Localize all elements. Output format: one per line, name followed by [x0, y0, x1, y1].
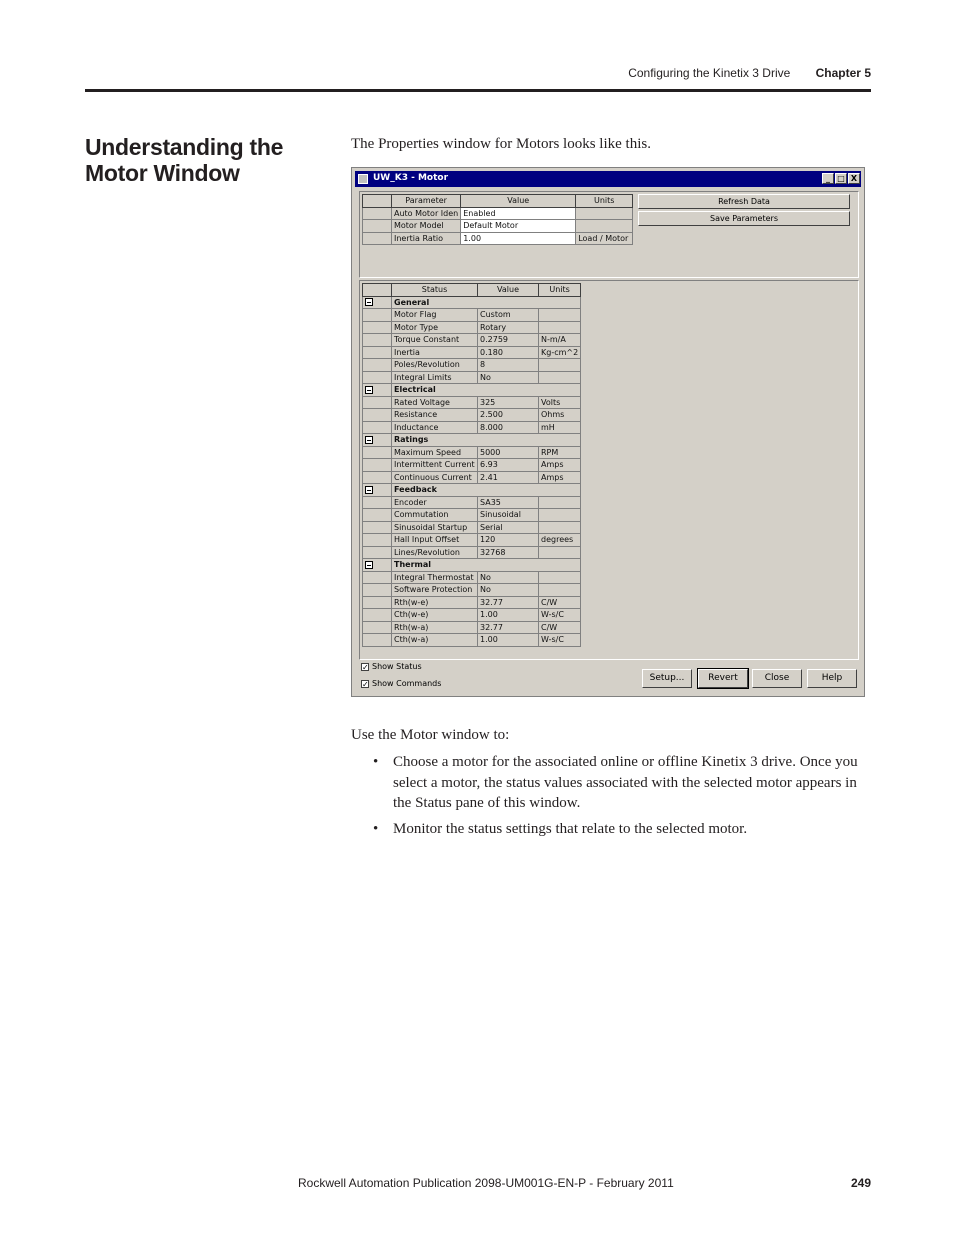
row-header-cell	[363, 220, 392, 233]
status-units: Ohms	[539, 409, 581, 422]
row-header-cell	[363, 459, 392, 472]
row-header-cell	[363, 421, 392, 434]
group-toggle[interactable]	[363, 296, 392, 309]
table-row[interactable]	[363, 634, 581, 647]
group-name: Electrical	[392, 384, 581, 397]
row-header-cell	[363, 232, 392, 245]
window-title: UW_K3 - Motor	[373, 173, 449, 183]
status-units	[539, 546, 581, 559]
footer-publication: Rockwell Automation Publication 2098-UM001G-EN-P - February 2011	[298, 1176, 674, 1190]
table-row[interactable]	[363, 220, 633, 233]
status-units: C/W	[539, 621, 581, 634]
status-name: Integral Limits	[392, 371, 478, 384]
group-toggle[interactable]	[363, 484, 392, 497]
collapse-icon[interactable]	[365, 486, 373, 494]
table-row[interactable]	[363, 207, 633, 220]
status-value: No	[478, 571, 539, 584]
status-units: W-s/C	[539, 609, 581, 622]
table-row[interactable]	[363, 509, 581, 522]
status-name: Encoder	[392, 496, 478, 509]
group-name: Thermal	[392, 559, 581, 572]
status-value: SA35	[478, 496, 539, 509]
table-row[interactable]	[363, 396, 581, 409]
save-parameters-button[interactable]: Save Parameters	[638, 211, 850, 226]
status-units: Volts	[539, 396, 581, 409]
status-name: Intermittent Current	[392, 459, 478, 472]
status-value: 6.93	[478, 459, 539, 472]
close-button[interactable]: Close	[752, 669, 802, 688]
checkmark-icon: ✓	[362, 662, 369, 672]
status-name: Commutation	[392, 509, 478, 522]
row-header-cell	[363, 509, 392, 522]
status-units: Amps	[539, 459, 581, 472]
status-value: 0.180	[478, 346, 539, 359]
status-value: Custom	[478, 309, 539, 322]
status-name: Software Protection	[392, 584, 478, 597]
status-units	[539, 571, 581, 584]
status-units	[539, 521, 581, 534]
row-header-cell	[363, 621, 392, 634]
status-value: 8	[478, 359, 539, 372]
param-value[interactable]: Default Motor	[461, 220, 576, 233]
table-row[interactable]	[363, 621, 581, 634]
list-item: • Monitor the status settings that relate to the selected motor.	[373, 819, 869, 840]
status-value: Sinusoidal	[478, 509, 539, 522]
status-name: Lines/Revolution	[392, 546, 478, 559]
status-group-row[interactable]	[363, 296, 581, 309]
group-name: Ratings	[392, 434, 581, 447]
status-units	[539, 309, 581, 322]
collapse-icon[interactable]	[365, 298, 373, 306]
table-row[interactable]	[363, 571, 581, 584]
param-value[interactable]: 1.00	[461, 232, 576, 245]
status-header-units: Units	[539, 284, 581, 297]
table-row[interactable]	[363, 421, 581, 434]
parameter-pane	[359, 191, 859, 278]
status-value: 120	[478, 534, 539, 547]
status-units: RPM	[539, 446, 581, 459]
table-row[interactable]	[363, 596, 581, 609]
param-name: Inertia Ratio	[392, 232, 461, 245]
group-toggle[interactable]	[363, 559, 392, 572]
help-button[interactable]: Help	[807, 669, 857, 688]
param-name: Auto Motor Iden	[392, 207, 461, 220]
row-header-cell	[363, 546, 392, 559]
status-header-value: Value	[478, 284, 539, 297]
status-name: Torque Constant	[392, 334, 478, 347]
table-row[interactable]	[363, 521, 581, 534]
status-units: C/W	[539, 596, 581, 609]
table-row[interactable]	[363, 359, 581, 372]
param-units: Load / Motor	[576, 232, 633, 245]
status-units: W-s/C	[539, 634, 581, 647]
status-name: Motor Flag	[392, 309, 478, 322]
table-row[interactable]	[363, 321, 581, 334]
row-header-cell	[363, 446, 392, 459]
param-units	[576, 220, 633, 233]
usage-list	[373, 752, 869, 844]
table-row[interactable]	[363, 309, 581, 322]
list-item: • Choose a motor for the associated online or offline Kinetix 3 drive. Once you select a motor, the status values associated with the selected motor appears in the Status pane of this window.	[373, 752, 869, 814]
status-units	[539, 371, 581, 384]
row-header-cell	[363, 521, 392, 534]
status-name: Maximum Speed	[392, 446, 478, 459]
page-number: 249	[850, 1176, 871, 1190]
status-value: 1.00	[478, 634, 539, 647]
row-header-cell	[363, 334, 392, 347]
status-name: Cth(w-a)	[392, 634, 478, 647]
status-units: mH	[539, 421, 581, 434]
status-name: Cth(w-e)	[392, 609, 478, 622]
status-name: Hall Input Offset	[392, 534, 478, 547]
collapse-icon[interactable]	[365, 561, 373, 569]
group-toggle[interactable]	[363, 434, 392, 447]
status-value: No	[478, 371, 539, 384]
status-name: Inertia	[392, 346, 478, 359]
table-row[interactable]	[363, 346, 581, 359]
status-value: 32.77	[478, 621, 539, 634]
status-group-row[interactable]	[363, 384, 581, 397]
status-name: Rated Voltage	[392, 396, 478, 409]
status-units: degrees	[539, 534, 581, 547]
window-titlebar[interactable]	[355, 171, 861, 187]
checkmark-icon: ✓	[362, 679, 369, 689]
status-value: 2.500	[478, 409, 539, 422]
status-value: 5000	[478, 446, 539, 459]
param-header-value: Value	[461, 195, 576, 208]
status-units	[539, 321, 581, 334]
row-header-cell	[363, 359, 392, 372]
status-pane	[359, 280, 859, 660]
table-row[interactable]	[363, 496, 581, 509]
row-header-cell	[363, 309, 392, 322]
row-header-cell	[363, 471, 392, 484]
close-window-button[interactable]: X	[848, 173, 860, 184]
collapse-icon[interactable]	[365, 436, 373, 444]
row-header-cell	[363, 496, 392, 509]
row-header-cell	[363, 346, 392, 359]
show-status-label: Show Status	[372, 662, 422, 671]
row-header-cell	[363, 534, 392, 547]
row-header-cell	[363, 609, 392, 622]
param-header-units: Units	[576, 195, 633, 208]
show-commands-checkbox[interactable]	[361, 679, 441, 688]
header-chapter: Chapter 5	[815, 66, 871, 80]
row-header-cell	[363, 371, 392, 384]
status-group-row[interactable]	[363, 559, 581, 572]
row-header-cell	[363, 584, 392, 597]
table-row[interactable]	[363, 459, 581, 472]
status-units	[539, 509, 581, 522]
row-header-cell	[363, 396, 392, 409]
group-name: Feedback	[392, 484, 581, 497]
status-name: Rth(w-a)	[392, 621, 478, 634]
table-row[interactable]	[363, 471, 581, 484]
status-value: 32768	[478, 546, 539, 559]
param-row-header-corner	[363, 195, 392, 208]
header-section-title: Configuring the Kinetix 3 Drive	[628, 66, 791, 80]
row-header-cell	[363, 409, 392, 422]
table-row[interactable]	[363, 446, 581, 459]
group-name: General	[392, 296, 581, 309]
minimize-button[interactable]: _	[822, 173, 834, 184]
row-header-cell	[363, 571, 392, 584]
status-name: Sinusoidal Startup	[392, 521, 478, 534]
status-name: Continuous Current	[392, 471, 478, 484]
table-row[interactable]	[363, 371, 581, 384]
table-row[interactable]	[363, 534, 581, 547]
status-name: Resistance	[392, 409, 478, 422]
status-units: N-m/A	[539, 334, 581, 347]
row-header-cell	[363, 207, 392, 220]
status-value: 8.000	[478, 421, 539, 434]
table-row[interactable]	[363, 334, 581, 347]
status-name: Integral Thermostat	[392, 571, 478, 584]
status-group-row[interactable]	[363, 484, 581, 497]
param-header-parameter: Parameter	[392, 195, 461, 208]
param-units	[576, 207, 633, 220]
status-value: Rotary	[478, 321, 539, 334]
running-header	[628, 66, 871, 80]
status-name: Poles/Revolution	[392, 359, 478, 372]
status-value: 0.2759	[478, 334, 539, 347]
status-name: Rth(w-e)	[392, 596, 478, 609]
param-name: Motor Model	[392, 220, 461, 233]
table-row[interactable]	[363, 609, 581, 622]
status-table[interactable]	[362, 283, 581, 647]
row-header-cell	[363, 596, 392, 609]
status-units: Kg-cm^2	[539, 346, 581, 359]
refresh-data-button[interactable]: Refresh Data	[638, 194, 850, 209]
row-header-cell	[363, 634, 392, 647]
use-intro: Use the Motor window to:	[351, 727, 510, 743]
intro-text: The Properties window for Motors looks like this.	[351, 136, 651, 152]
param-value[interactable]: Enabled	[461, 207, 576, 220]
table-row[interactable]	[363, 409, 581, 422]
status-value: 2.41	[478, 471, 539, 484]
show-commands-label: Show Commands	[372, 679, 442, 688]
status-units	[539, 584, 581, 597]
show-status-checkbox[interactable]	[361, 662, 422, 671]
status-name: Motor Type	[392, 321, 478, 334]
status-group-row[interactable]	[363, 434, 581, 447]
status-value: 32.77	[478, 596, 539, 609]
row-header-cell	[363, 321, 392, 334]
status-value: No	[478, 584, 539, 597]
status-value: 325	[478, 396, 539, 409]
header-rule	[85, 89, 871, 92]
status-header-status: Status	[392, 284, 478, 297]
status-name: Inductance	[392, 421, 478, 434]
status-units	[539, 359, 581, 372]
setup-button[interactable]: Setup...	[642, 669, 692, 688]
table-row[interactable]	[363, 546, 581, 559]
table-row[interactable]	[363, 232, 633, 245]
group-toggle[interactable]	[363, 384, 392, 397]
status-value: 1.00	[478, 609, 539, 622]
status-units: Amps	[539, 471, 581, 484]
status-value: Serial	[478, 521, 539, 534]
status-units	[539, 496, 581, 509]
parameter-table	[362, 194, 633, 245]
collapse-icon[interactable]	[365, 386, 373, 394]
window-app-icon	[358, 174, 368, 184]
status-row-header-corner	[363, 284, 392, 297]
maximize-button[interactable]: □	[835, 173, 847, 184]
section-heading: Understanding the Motor Window	[85, 134, 284, 186]
table-row[interactable]	[363, 584, 581, 597]
revert-button[interactable]: Revert	[698, 669, 748, 688]
motor-window	[351, 167, 865, 697]
